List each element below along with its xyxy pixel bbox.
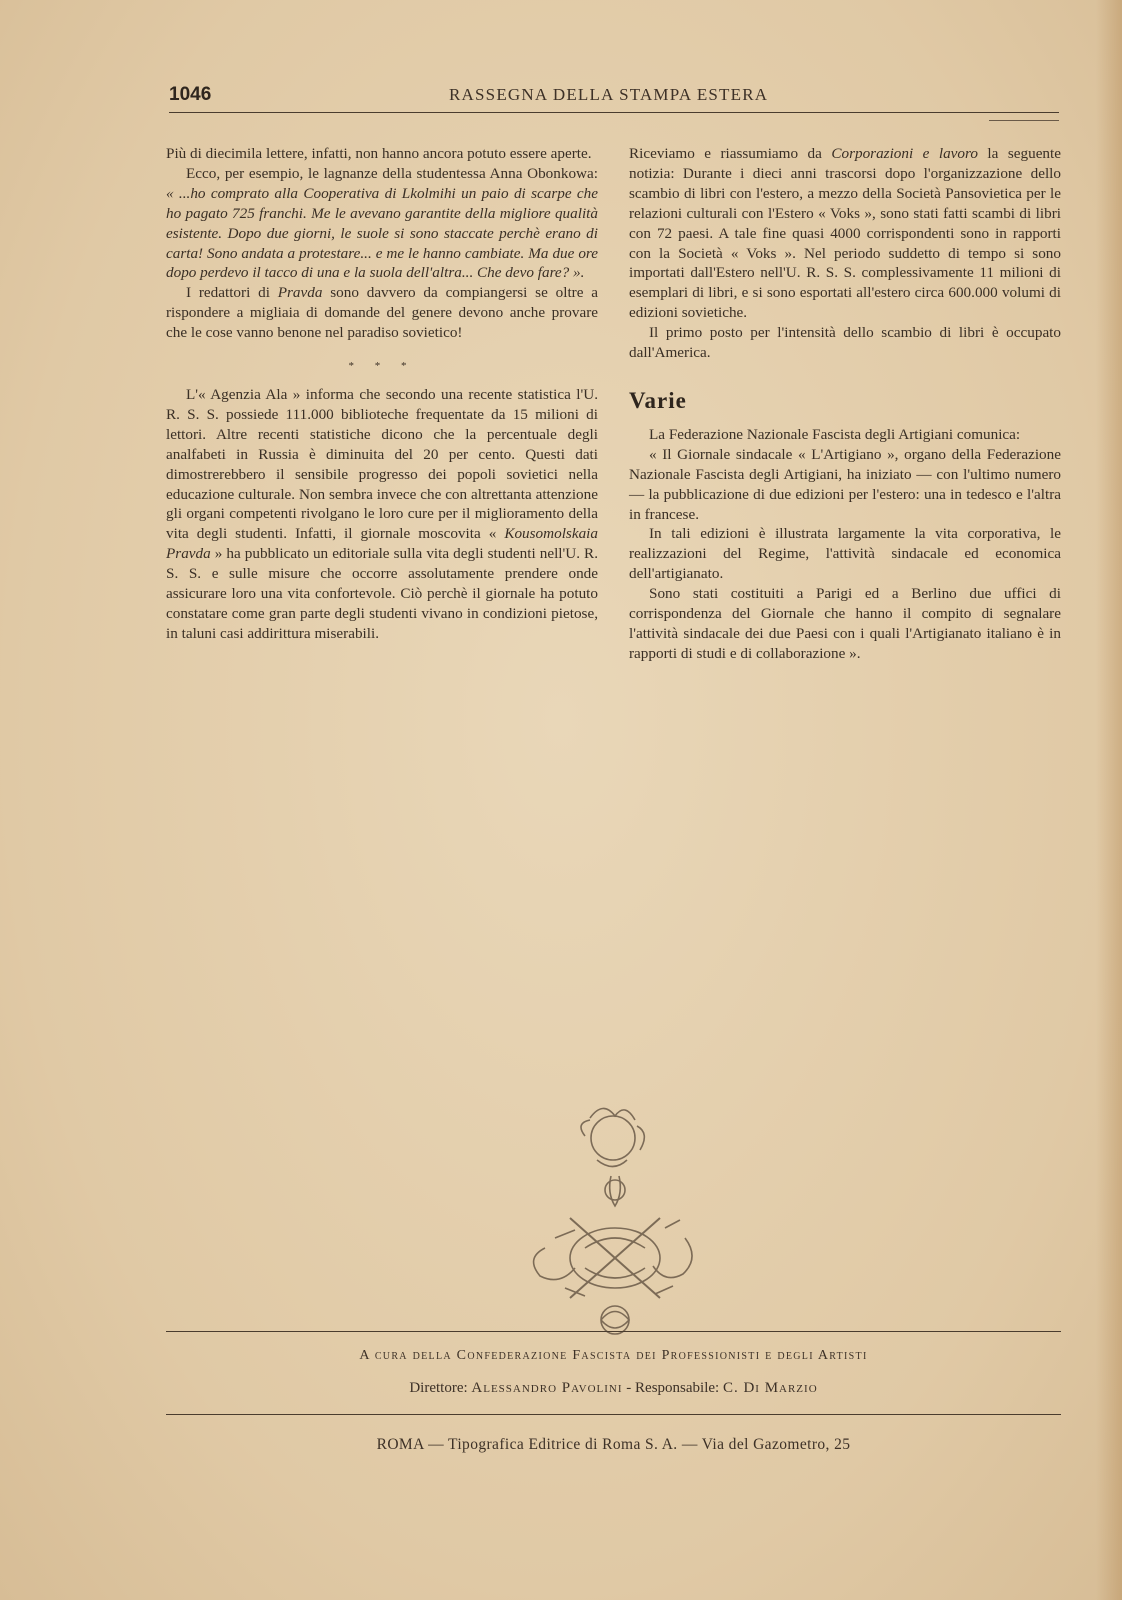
publisher-credit: A cura della Confederazione Fascista dei Professionisti e degli Artisti [359, 1348, 868, 1363]
header-rule [169, 112, 1059, 113]
left-column [166, 144, 598, 644]
paragraph-text: Riceviamo e riassumiamo da [629, 145, 832, 162]
responsible-name: C. Di Marzio [722, 1380, 818, 1396]
responsible-label: Responsabile: [635, 1380, 723, 1396]
paragraph [166, 385, 598, 644]
section-separator: * * * [348, 360, 416, 373]
paragraph: « Il Giornale sindacale « L'Artigiano », organo della Federazione Nazionale Fascista degli Artigiani, ha iniziato — con l'ultimo numero — la pubblicazione di due edizioni per l'estero: una in tedesco e l'altra in francese. [629, 445, 1061, 523]
footer-rule [166, 1414, 1061, 1415]
paragraph: La Federazione Nazionale Fascista degli Artigiani comunica: [649, 425, 1021, 443]
printer-imprint: ROMA — Tipografica Editrice di Roma S. A. — Via del Gazometro, 25 [376, 1436, 851, 1453]
editor-credits [166, 1380, 1061, 1397]
section-heading: Varie [629, 387, 687, 413]
paragraph: In tali edizioni è illustrata largamente la vita corporativa, le realizzazioni del Regime, l'attività sindacale ed economica dell'artigianato. [629, 525, 1061, 583]
right-column [629, 144, 1061, 664]
paragraph [629, 144, 1061, 323]
newspaper-name: Kousomolskaia Pravda [166, 525, 598, 563]
paragraph-text: la seguente notizia: Durante i dieci anni trascorsi dopo l'organizzazione dello scambio di libri con l'estero, a mezzo della Società Pansovietica per le relazioni culturali con l'Estero « Voks », sono stati fatti scambi di libri con 72 paesi. A tale fine quasi 4000 corrispondenti sono in rapporti con la Società « Voks ». Nel periodo suddetto di tempo si sono importati dall'Estero nell'U. R. S. S. complessivamente 11 milioni di esemplari di libri, e si sono esportati all'estero circa 600.000 volumi di edizioni sovietiche. [629, 145, 1061, 322]
page-number: 1046 [169, 84, 212, 105]
decorative-emblem-icon [515, 1098, 705, 1338]
quote-text: « ...ho comprato alla Cooperativa di Lkolmihi un paio di scarpe che ho pagato 725 franchi. Me le avevano garantite della migliore qualità esistente. Dopo due giorni, le suole si sono staccate perchè erano di carta! Sono andata a protestare... e me le hanno cambiate. Ma due ore dopo perdevo il tacco di una e la suola dell'altra... Che devo fare? ». [166, 184, 598, 282]
paragraph [166, 164, 598, 283]
paragraph-text: » ha pubblicato un editoriale sulla vita degli studenti nell'U. R. S. S. e sulle misure che occorre assolutamente prendere onde assicurare loro una vita confortevole. Ciò perchè il giornale ha potuto constatare come gran parte degli studenti vivano in condizioni pietose, in taluni casi addirittura miserabili. [166, 545, 598, 642]
paragraph: Sono stati costituiti a Parigi ed a Berlino due uffici di corrispondenza del Giornale che hanno il compito di segnalare l'attività sindacale dei due Paesi con i quali l'Artigianato italiano è in rapporti di studi e di collaborazione ». [629, 585, 1061, 662]
paragraph: Più di diecimila lettere, infatti, non hanno ancora potuto essere aperte. [166, 145, 592, 162]
footer-rule [166, 1331, 1061, 1332]
page-edge-shadow [1096, 0, 1122, 1600]
running-title: RASSEGNA DELLA STAMPA ESTERA [449, 85, 769, 104]
source-name: Corporazioni e lavoro [831, 145, 978, 162]
newspaper-name: Pravda [277, 284, 323, 302]
header-rule-tail [989, 120, 1059, 121]
paragraph: Il primo posto per l'intensità dello scambio di libri è occupato dall'America. [629, 324, 1061, 362]
page-header [169, 84, 1059, 114]
paragraph [166, 283, 598, 343]
director-name: Alessandro Pavolini [471, 1380, 623, 1396]
paragraph-text: L'« Agenzia Ala » informa che secondo una recente statistica l'U. R. S. S. possiede 111.000 biblioteche frequentate da 15 milioni di lettori. Altre recenti statistiche dicono che la percentuale degli analfabeti in Russia è diminuita del 20 per cento. Questi dati dimostrerebbero il sensibile progresso dei popoli sovietici nella educazione culturale. Non sembra invece che con altrettanta attenzione gli organi competenti rivolgano le loro cure per il miglioramento della vita degli studenti. Infatti, il giornale moscovita « [166, 385, 598, 543]
paragraph-text: sono davvero da compiangersi se oltre a rispondere a migliaia di domande del genere devono anche provare che le cose vanno benone nel paradiso sovietico! [166, 284, 598, 342]
paragraph-text: I redattori di [186, 284, 278, 302]
director-label: Direttore: [409, 1380, 472, 1396]
paragraph-text: Ecco, per esempio, le lagnanze della studentessa Anna Obonkowa: [186, 164, 598, 182]
credit-separator: - [622, 1380, 636, 1396]
